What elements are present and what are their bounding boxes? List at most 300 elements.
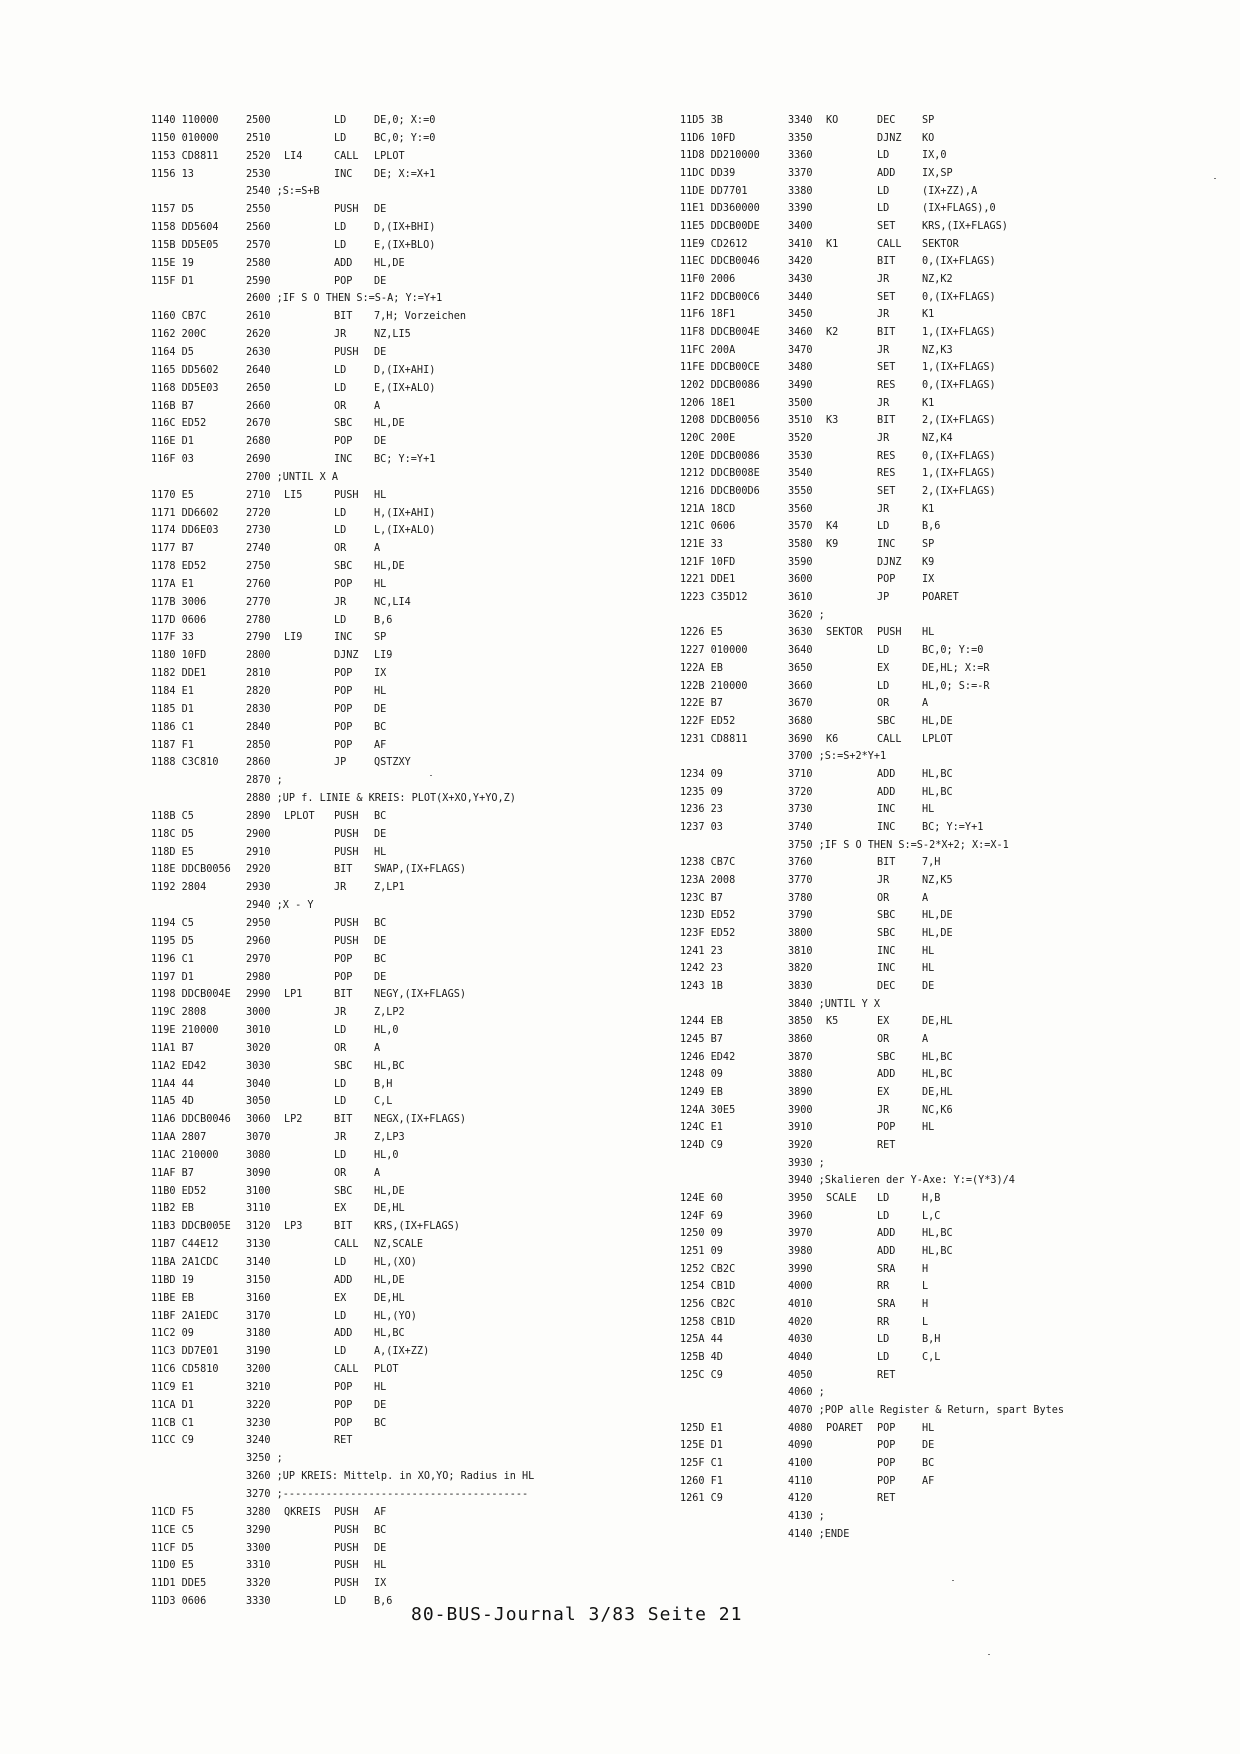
address-code: 1237 03 <box>680 821 723 833</box>
listing-line <box>151 576 611 594</box>
listing-line <box>680 1455 1220 1473</box>
operand: HL,BC <box>374 1060 405 1072</box>
listing-line <box>680 1049 1220 1067</box>
listing-line <box>151 629 611 647</box>
mnemonic: OR <box>877 698 890 710</box>
listing-line <box>680 147 1220 165</box>
line-number: 3450 <box>788 309 813 321</box>
operand: HL <box>922 1122 935 1134</box>
operand: 1,(IX+FLAGS) <box>922 327 996 339</box>
listing-line <box>680 766 1220 784</box>
listing-line <box>151 398 611 416</box>
mnemonic: LD <box>877 645 890 657</box>
comment-line: 3260 ;UP KREIS: Mittelp. in XO,YO; Radius in HL <box>246 1471 535 1483</box>
mnemonic: PUSH <box>334 846 359 858</box>
address-code: 118E DDCB0056 <box>151 864 231 876</box>
line-number: 3860 <box>788 1033 813 1045</box>
address-code: 11DC DD39 <box>680 168 736 180</box>
address-code: 117B 3006 <box>151 596 207 608</box>
listing-line <box>680 748 1220 766</box>
line-number: 2670 <box>246 418 271 430</box>
operand: E,(IX+BLO) <box>374 239 436 251</box>
address-code: 1192 2804 <box>151 882 207 894</box>
address-code: 1158 DD5604 <box>151 222 219 234</box>
address-code: 1238 CB7C <box>680 857 736 869</box>
mnemonic: LD <box>334 614 347 626</box>
operand: B,H <box>922 1334 941 1346</box>
line-number: 2770 <box>246 596 271 608</box>
address-code: 1258 CB1D <box>680 1316 736 1328</box>
mnemonic: JR <box>334 1007 347 1019</box>
line-number: 2530 <box>246 168 271 180</box>
address-code: 11CB C1 <box>151 1417 194 1429</box>
listing-line <box>680 412 1220 430</box>
operand: BC,0; Y:=0 <box>374 132 436 144</box>
address-code: 122B 210000 <box>680 680 748 692</box>
operand: HL,DE <box>374 561 405 573</box>
listing-line <box>151 201 611 219</box>
mnemonic: POP <box>877 1440 896 1452</box>
mnemonic: INC <box>877 821 896 833</box>
listing-line <box>680 218 1220 236</box>
operand: IX <box>374 668 387 680</box>
address-code: 115F D1 <box>151 275 194 287</box>
address-code: 1196 C1 <box>151 953 194 965</box>
label: K5 <box>826 1016 839 1028</box>
line-number: 2900 <box>246 828 271 840</box>
mnemonic: POP <box>334 721 353 733</box>
mnemonic: POP <box>334 703 353 715</box>
mnemonic: PUSH <box>334 346 359 358</box>
listing-line <box>151 1325 611 1343</box>
mnemonic: POP <box>877 1475 896 1487</box>
mnemonic: LD <box>334 1078 347 1090</box>
mnemonic: BIT <box>877 415 896 427</box>
operand: HL,(XO) <box>374 1257 417 1268</box>
operand: HL,BC <box>922 1246 953 1257</box>
mnemonic: POP <box>334 1381 353 1393</box>
mnemonic: BIT <box>877 327 896 339</box>
address-code: 1165 DD5602 <box>151 364 219 376</box>
line-number: 3100 <box>246 1185 271 1197</box>
operand: SWAP,(IX+FLAGS) <box>374 864 467 876</box>
listing-line <box>151 719 611 737</box>
mnemonic: LD <box>334 1025 347 1037</box>
mnemonic: SRA <box>877 1263 896 1275</box>
mnemonic: OR <box>877 892 890 904</box>
listing-line <box>680 165 1220 183</box>
line-number: 3340 <box>788 115 813 126</box>
line-number: 3060 <box>246 1114 271 1126</box>
line-number: 3730 <box>788 804 813 816</box>
address-code: 1195 D5 <box>151 935 194 947</box>
mnemonic: JR <box>877 344 890 356</box>
mnemonic: LD <box>334 364 347 376</box>
listing-line <box>680 996 1220 1014</box>
comment-line: 3700 ;S:=S+2*Y+1 <box>788 751 887 763</box>
listing-line <box>680 943 1220 961</box>
mnemonic: DEC <box>877 980 896 992</box>
mnemonic: RR <box>877 1316 890 1328</box>
mnemonic: JR <box>334 1132 347 1144</box>
address-code: 1227 010000 <box>680 645 748 657</box>
mnemonic: ADD <box>877 1246 896 1257</box>
mnemonic: POP <box>334 953 353 965</box>
listing-line <box>151 1468 611 1486</box>
operand: HL <box>374 489 387 501</box>
listing-line <box>151 1486 611 1504</box>
listing-line <box>680 1331 1220 1349</box>
line-number: 3030 <box>246 1060 271 1072</box>
address-code: 1252 CB2C <box>680 1263 736 1275</box>
mnemonic: SBC <box>877 910 896 922</box>
operand: HL,DE <box>922 910 953 922</box>
operand: H <box>922 1299 929 1311</box>
address-code: 1174 DD6E03 <box>151 525 219 537</box>
listing-line <box>151 1522 611 1540</box>
line-number: 3910 <box>788 1122 813 1134</box>
line-number: 3070 <box>246 1132 271 1144</box>
mnemonic: SET <box>877 221 896 233</box>
listing-line <box>151 754 611 772</box>
line-number: 3310 <box>246 1560 271 1572</box>
address-code: 122E B7 <box>680 698 723 710</box>
operand: DE <box>374 346 387 358</box>
operand: C,L <box>374 1096 393 1108</box>
line-number: 3780 <box>788 892 813 904</box>
address-code: 1231 CD8811 <box>680 733 748 745</box>
operand: DE <box>374 971 387 983</box>
comment-line: 4140 ;ENDE <box>788 1528 850 1540</box>
mnemonic: EX <box>334 1292 347 1304</box>
address-code: 11B0 ED52 <box>151 1185 207 1197</box>
listing-line <box>151 183 611 201</box>
listing-line <box>680 607 1220 625</box>
listing-line <box>151 487 611 505</box>
operand: NC,K6 <box>922 1104 953 1116</box>
line-number: 2790 <box>246 632 271 644</box>
mnemonic: BIT <box>877 256 896 268</box>
mnemonic: INC <box>877 804 896 816</box>
line-number: 3630 <box>788 627 813 639</box>
line-number: 2510 <box>246 132 271 144</box>
listing-line <box>680 1102 1220 1120</box>
mnemonic: INC <box>334 168 353 180</box>
line-number: 2750 <box>246 561 271 573</box>
line-number: 2760 <box>246 578 271 590</box>
operand: HL <box>374 1560 387 1572</box>
listing-line <box>680 1190 1220 1208</box>
line-number: 3720 <box>788 786 813 798</box>
address-code: 11BA 2A1CDC <box>151 1257 219 1268</box>
address-code: 116B B7 <box>151 400 194 412</box>
listing-line <box>151 469 611 487</box>
address-code: 1245 B7 <box>680 1033 723 1045</box>
line-number: 4090 <box>788 1440 813 1452</box>
line-number: 3290 <box>246 1524 271 1536</box>
scan-speck <box>952 1580 954 1581</box>
operand: DE <box>374 703 387 715</box>
line-number: 3420 <box>788 256 813 268</box>
operand: Z,LP2 <box>374 1007 405 1019</box>
comment-line: 2940 ;X - Y <box>246 900 314 912</box>
operand: K9 <box>922 556 935 568</box>
line-number: 3500 <box>788 397 813 409</box>
mnemonic: JR <box>877 1104 890 1116</box>
address-code: 11CC C9 <box>151 1435 194 1447</box>
listing-line <box>151 540 611 558</box>
operand: L <box>922 1316 929 1328</box>
line-number: 3920 <box>788 1139 813 1151</box>
mnemonic: PUSH <box>334 1578 359 1590</box>
listing-line <box>151 915 611 933</box>
address-code: 116C ED52 <box>151 418 207 430</box>
label: LI9 <box>284 632 303 644</box>
mnemonic: DJNZ <box>877 132 902 144</box>
line-number: 3990 <box>788 1263 813 1275</box>
operand: DE,HL; X:=R <box>922 662 990 674</box>
operand: LI9 <box>374 650 393 662</box>
address-code: 1180 10FD <box>151 650 207 662</box>
listing-line <box>151 1343 611 1361</box>
operand: 0,(IX+FLAGS) <box>922 450 996 462</box>
label: K4 <box>826 521 839 533</box>
address-code: 1251 09 <box>680 1246 723 1257</box>
address-code: 1243 1B <box>680 980 723 992</box>
mnemonic: PUSH <box>877 627 902 639</box>
line-number: 2590 <box>246 275 271 287</box>
comment-line: 2600 ;IF S O THEN S:=S-A; Y:=Y+1 <box>246 293 443 305</box>
line-number: 2980 <box>246 971 271 983</box>
listing-line <box>151 112 611 130</box>
listing-line <box>680 1225 1220 1243</box>
line-number: 2910 <box>246 846 271 858</box>
mnemonic: LD <box>334 132 347 144</box>
operand: KO <box>922 132 935 144</box>
operand: BC <box>374 953 387 965</box>
address-code: 11CE C5 <box>151 1524 194 1536</box>
mnemonic: INC <box>877 963 896 975</box>
address-code: 11C3 DD7E01 <box>151 1346 219 1358</box>
operand: A <box>922 892 929 904</box>
listing-line <box>151 380 611 398</box>
line-number: 3870 <box>788 1051 813 1063</box>
operand: KRS,(IX+FLAGS) <box>374 1221 460 1233</box>
mnemonic: RR <box>877 1281 890 1293</box>
address-code: 1194 C5 <box>151 917 194 929</box>
line-number: 3150 <box>246 1274 271 1286</box>
operand: HL <box>922 963 935 975</box>
listing-column-right <box>680 112 1220 1543</box>
address-code: 11B3 DDCB005E <box>151 1221 231 1233</box>
address-code: 11DE DD7701 <box>680 185 748 197</box>
operand: HL,BC <box>922 1051 953 1063</box>
listing-line <box>151 433 611 451</box>
operand: A <box>374 1042 381 1054</box>
line-number: 2740 <box>246 543 271 555</box>
operand: DE <box>374 1542 387 1554</box>
address-code: 1178 ED52 <box>151 561 207 573</box>
listing-line <box>151 951 611 969</box>
operand: SP <box>922 539 935 551</box>
address-code: 1188 C3C810 <box>151 757 219 769</box>
line-number: 4010 <box>788 1299 813 1311</box>
address-code: 124E 60 <box>680 1192 723 1204</box>
line-number: 3130 <box>246 1239 271 1251</box>
line-number: 2660 <box>246 400 271 412</box>
mnemonic: SBC <box>877 927 896 939</box>
line-number: 3300 <box>246 1542 271 1554</box>
operand: IX,SP <box>922 168 953 180</box>
operand: E,(IX+ALO) <box>374 382 436 394</box>
listing-line <box>680 395 1220 413</box>
operand: AF <box>374 1506 387 1518</box>
label: LPLOT <box>284 810 315 822</box>
mnemonic: ADD <box>877 1228 896 1240</box>
mnemonic: LD <box>877 1352 890 1364</box>
listing-line <box>680 695 1220 713</box>
mnemonic: EX <box>877 1016 890 1028</box>
line-number: 3650 <box>788 662 813 674</box>
address-code: 1164 D5 <box>151 346 194 358</box>
mnemonic: RET <box>334 1435 353 1447</box>
operand: IX <box>922 574 935 586</box>
mnemonic: JP <box>334 757 347 769</box>
mnemonic: LD <box>334 1149 347 1161</box>
mnemonic: RET <box>877 1369 896 1381</box>
address-code: 1208 DDCB0056 <box>680 415 760 427</box>
operand: A <box>374 400 381 412</box>
listing-line <box>151 1397 611 1415</box>
mnemonic: PUSH <box>334 1560 359 1572</box>
listing-line <box>151 273 611 291</box>
line-number: 2560 <box>246 222 271 234</box>
operand: SEKTOR <box>922 238 959 250</box>
operand: 1,(IX+FLAGS) <box>922 362 996 374</box>
line-number: 2610 <box>246 311 271 323</box>
listing-line <box>680 1261 1220 1279</box>
listing-line <box>151 861 611 879</box>
listing-line <box>151 1147 611 1165</box>
line-number: 3170 <box>246 1310 271 1322</box>
line-number: 3490 <box>788 380 813 392</box>
listing-line <box>680 1137 1220 1155</box>
mnemonic: JR <box>877 874 890 886</box>
address-code: 117F 33 <box>151 632 194 644</box>
mnemonic: PUSH <box>334 828 359 840</box>
listing-line <box>151 1504 611 1522</box>
listing-line <box>680 130 1220 148</box>
line-number: 3550 <box>788 486 813 498</box>
operand: 0,(IX+FLAGS) <box>922 256 996 268</box>
mnemonic: BIT <box>334 1221 353 1233</box>
mnemonic: ADD <box>877 1069 896 1081</box>
mnemonic: SBC <box>334 1060 353 1072</box>
operand: BC <box>374 1524 387 1536</box>
line-number: 3540 <box>788 468 813 480</box>
address-code: 1216 DDCB00D6 <box>680 486 760 498</box>
listing-line <box>151 897 611 915</box>
mnemonic: CALL <box>334 150 359 162</box>
listing-line <box>680 271 1220 289</box>
address-code: 11A6 DDCB0046 <box>151 1114 231 1126</box>
operand: HL,DE <box>922 715 953 727</box>
listing-line <box>680 1031 1220 1049</box>
operand: K1 <box>922 309 935 321</box>
label: K9 <box>826 539 839 551</box>
label: K3 <box>826 415 839 427</box>
address-code: 11FC 200A <box>680 344 736 356</box>
mnemonic: INC <box>877 539 896 551</box>
mnemonic: OR <box>877 1033 890 1045</box>
line-number: 3510 <box>788 415 813 427</box>
mnemonic: PUSH <box>334 917 359 929</box>
listing-line <box>151 826 611 844</box>
line-number: 2830 <box>246 703 271 715</box>
mnemonic: INC <box>334 632 353 644</box>
address-code: 125C C9 <box>680 1369 723 1381</box>
address-code: 11F6 18F1 <box>680 309 736 321</box>
line-number: 3890 <box>788 1086 813 1098</box>
address-code: 1170 E5 <box>151 489 194 501</box>
listing-line <box>151 933 611 951</box>
address-code: 121E 33 <box>680 539 723 551</box>
label: POARET <box>826 1422 863 1434</box>
listing-line <box>680 660 1220 678</box>
operand: HL <box>374 1381 387 1393</box>
listing-line <box>680 1349 1220 1367</box>
operand: LPLOT <box>374 150 405 162</box>
mnemonic: POP <box>334 668 353 680</box>
line-number: 2810 <box>246 668 271 680</box>
operand: NZ,K2 <box>922 274 953 286</box>
address-code: 121C 0606 <box>680 521 736 533</box>
mnemonic: BIT <box>334 311 353 323</box>
listing-line <box>151 1557 611 1575</box>
address-code: 1160 CB7C <box>151 311 207 323</box>
line-number: 3010 <box>246 1025 271 1037</box>
operand: HL,DE <box>374 418 405 430</box>
operand: HL,DE <box>922 927 953 939</box>
page-footer: 80-BUS-Journal 3/83 Seite 21 <box>411 1604 743 1625</box>
mnemonic: ADD <box>334 257 353 269</box>
operand: 0,(IX+FLAGS) <box>922 291 996 303</box>
mnemonic: SBC <box>334 561 353 573</box>
line-number: 4100 <box>788 1458 813 1470</box>
operand: H,B <box>922 1192 941 1204</box>
mnemonic: CALL <box>334 1239 359 1251</box>
address-code: 123D ED52 <box>680 910 736 922</box>
address-code: 11A5 4D <box>151 1096 194 1108</box>
operand: PLOT <box>374 1364 399 1376</box>
line-number: 3140 <box>246 1257 271 1268</box>
listing-line <box>680 624 1220 642</box>
listing-line <box>151 1076 611 1094</box>
scan-speck <box>1214 178 1216 179</box>
address-code: 125D E1 <box>680 1422 723 1434</box>
mnemonic: OR <box>334 1042 347 1054</box>
operand: A <box>374 1167 381 1179</box>
operand: L,C <box>922 1210 941 1222</box>
line-number: 3880 <box>788 1069 813 1081</box>
listing-line <box>151 1165 611 1183</box>
comment-line: 3620 ; <box>788 609 825 621</box>
operand: D,(IX+AHI) <box>374 364 436 376</box>
operand: BC; Y:=Y+1 <box>374 454 436 466</box>
address-code: 1168 DD5E03 <box>151 382 219 394</box>
mnemonic: POP <box>334 578 353 590</box>
address-code: 116E D1 <box>151 436 194 448</box>
